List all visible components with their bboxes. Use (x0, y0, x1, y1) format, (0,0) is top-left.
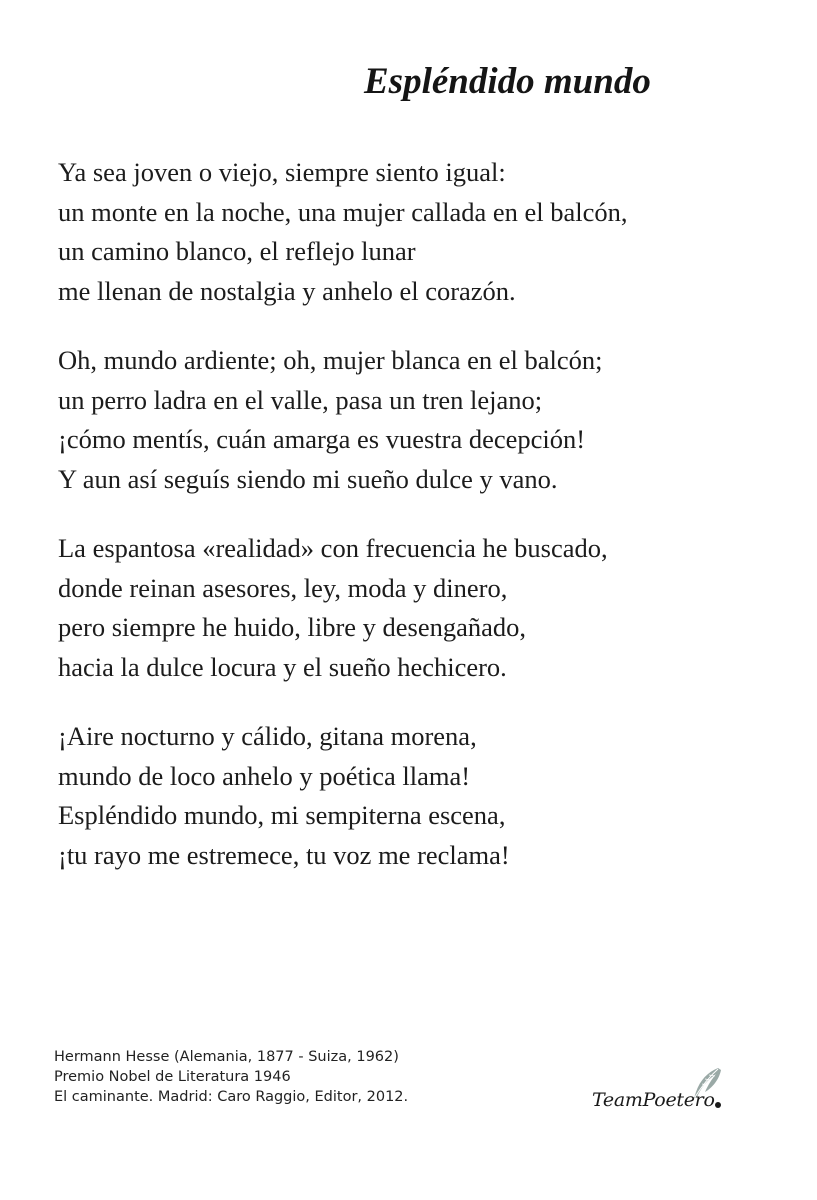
source-credit: El caminante. Madrid: Caro Raggio, Editor, 2012. (54, 1089, 409, 1105)
poem-line: ¡tu rayo me estremece, tu voz me reclama! (58, 839, 510, 870)
poem-line: ¡Aire nocturno y cálido, gitana morena, (58, 721, 477, 751)
stanza (58, 153, 798, 311)
credits (54, 1047, 408, 1107)
teampoetero-logo (590, 1066, 740, 1118)
poem-line: Espléndido mundo, mi sempiterna escena, (58, 800, 506, 830)
poem-line: mundo de loco anhelo y poética llama! (58, 760, 471, 791)
poem-line: Oh, mundo ardiente; oh, mujer blanca en el balcón; (58, 345, 603, 375)
stanza (58, 717, 798, 875)
poem-line: Y aun así seguís siendo mi sueño dulce y vano. (58, 463, 558, 494)
poem-line: un perro ladra en el valle, pasa un tren lejano; (58, 384, 543, 415)
stanza (58, 529, 798, 687)
poem-line: Ya sea joven o viejo, siempre siento igual: (58, 157, 506, 187)
author-credit: Hermann Hesse (Alemania, 1877 - Suiza, 1962) (54, 1049, 399, 1065)
poem-body (58, 153, 798, 905)
poem-line: hacia la dulce locura y el sueño hechicero. (58, 651, 507, 682)
poem-line: un camino blanco, el reflejo lunar (58, 236, 416, 266)
poem-line: me llenan de nostalgia y anhelo el corazón. (58, 275, 516, 306)
poem-line: ¡cómo mentís, cuán amarga es vuestra decepción! (58, 424, 586, 454)
logo-text: TeamPoetero (592, 1089, 715, 1111)
poem-line: La espantosa «realidad» con frecuencia he buscado, (58, 533, 608, 563)
award-credit: Premio Nobel de Literatura 1946 (54, 1069, 291, 1085)
poem-line: un monte en la noche, una mujer callada en el balcón, (58, 196, 628, 227)
logo-dot (715, 1102, 721, 1108)
poem-line: pero siempre he huido, libre y desengañado, (58, 612, 527, 642)
poem-title: Espléndido mundo (364, 61, 651, 102)
poem-line: donde reinan asesores, ley, moda y dinero, (58, 572, 508, 603)
stanza (58, 341, 798, 499)
